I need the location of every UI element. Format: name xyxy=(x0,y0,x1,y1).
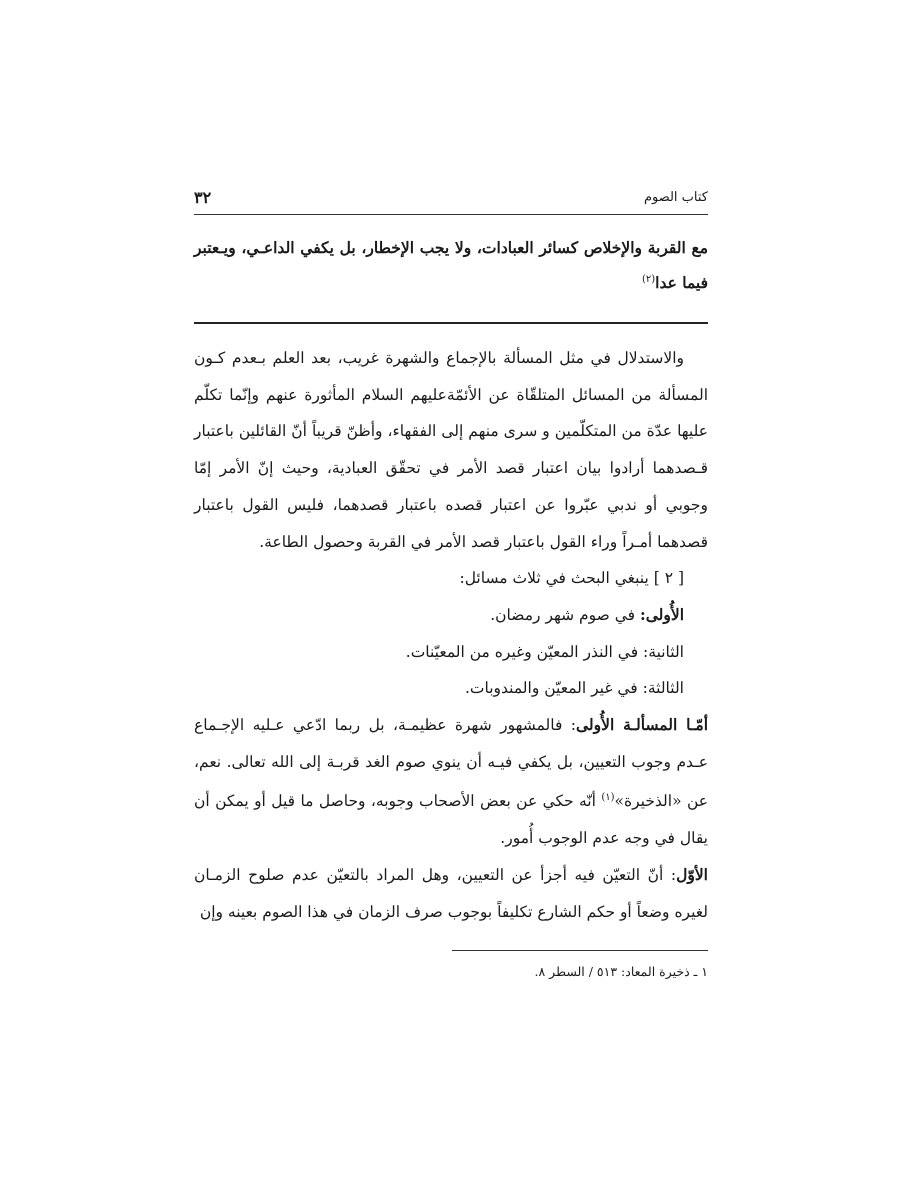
list-item-third: الثالثة: في غير المعيّن والمندوبات. xyxy=(464,679,684,698)
section-divider xyxy=(194,322,708,324)
footnote xyxy=(194,962,708,982)
main-text-note-ref: (٢) xyxy=(641,274,656,285)
first-issue-text-b: أنّه حكي عن بعض الأصحاب وجوبه، وحاصل ما قيل أو يمكن أن يقال في وجه عدم الوجوب أُمور. xyxy=(194,792,708,848)
main-text-line: مع القربة والإخلاص كسائر العبادات، ولا يجب الإخطار، بل يكفي الداعـي، ويـعتبر فيما عدا xyxy=(194,238,708,293)
running-title: كتاب الصوم xyxy=(643,190,708,205)
paragraph-istidlal: والاستدلال في مثل المسألة بالإجماع والشهرة غريب، بعد العلم بـعدم كـون المسألة من المسائل المتلقّاة عن الأئمّةعليهم السلام المأثورة عنهم وإنّما تكلّم عليها عدّة من المتكلّمين و سرى منهم إلى الفقهاء، وأظنّ قريباً أنّ القائلين باعتبار قـصدهما أرادوا بيان اعتبار قصد الأمر في تحقّق العبادية، وحيث إنّ الأمر إمّا وجوبي أو ندبي عبّروا عن اعتبار قصده باعتبار قصدهما، فليس القول باعتبار قصدهما أمـراً وراء القول باعتبار قصد الأمر في القربة وحصول الطاعة. xyxy=(194,349,708,551)
footnote-rule xyxy=(452,950,708,951)
first-point-text: : أنّ التعيّن فيه أجزأ عن التعيين، وهل المراد بالتعيّن عدم صلوح الزمـان لغيره وضعاً أو حكم الشارع تكليفاً بوجوب صرف الزمان في هذا الصوم بعينه وإن xyxy=(194,866,708,921)
commentary-body xyxy=(194,340,708,930)
first-issue-note-ref: (١) xyxy=(601,792,615,804)
page-header xyxy=(194,188,708,215)
paragraph-first-point xyxy=(194,857,708,930)
list-item-first-label: الأُولى: xyxy=(640,604,684,624)
list-item-second: الثانية: في النذر المعيّن وغيره من المعيّنات. xyxy=(405,642,684,661)
first-issue-text-a: : فالمشهور شهرة عظيمـة، بل ربما ادّعي عـليه الإجـماع عـدم وجوب التعيين، بل يكفي فيـه أن ينوي صوم الغد قربـة إلى الله تعالى. نعم، عن «الذخيرة» xyxy=(194,716,708,811)
footnote-text: ١ ـ ذخيرة المعاد: ٥١٣ / السطر ٨. xyxy=(534,964,708,979)
list-item-intro: [ ٢ ] ينبغي البحث في ثلاث مسائل: xyxy=(459,569,684,588)
page-number: ٣٢ xyxy=(194,188,212,207)
main-text-quote xyxy=(194,232,708,299)
first-point-heading: الأوّل xyxy=(676,865,708,884)
list-item-first-text: في صوم شهر رمضان. xyxy=(490,605,640,624)
paragraph-first-issue xyxy=(194,707,708,857)
list-item-first xyxy=(194,597,708,634)
first-issue-heading: أمّـا المسألـة الأُولى xyxy=(576,715,708,735)
